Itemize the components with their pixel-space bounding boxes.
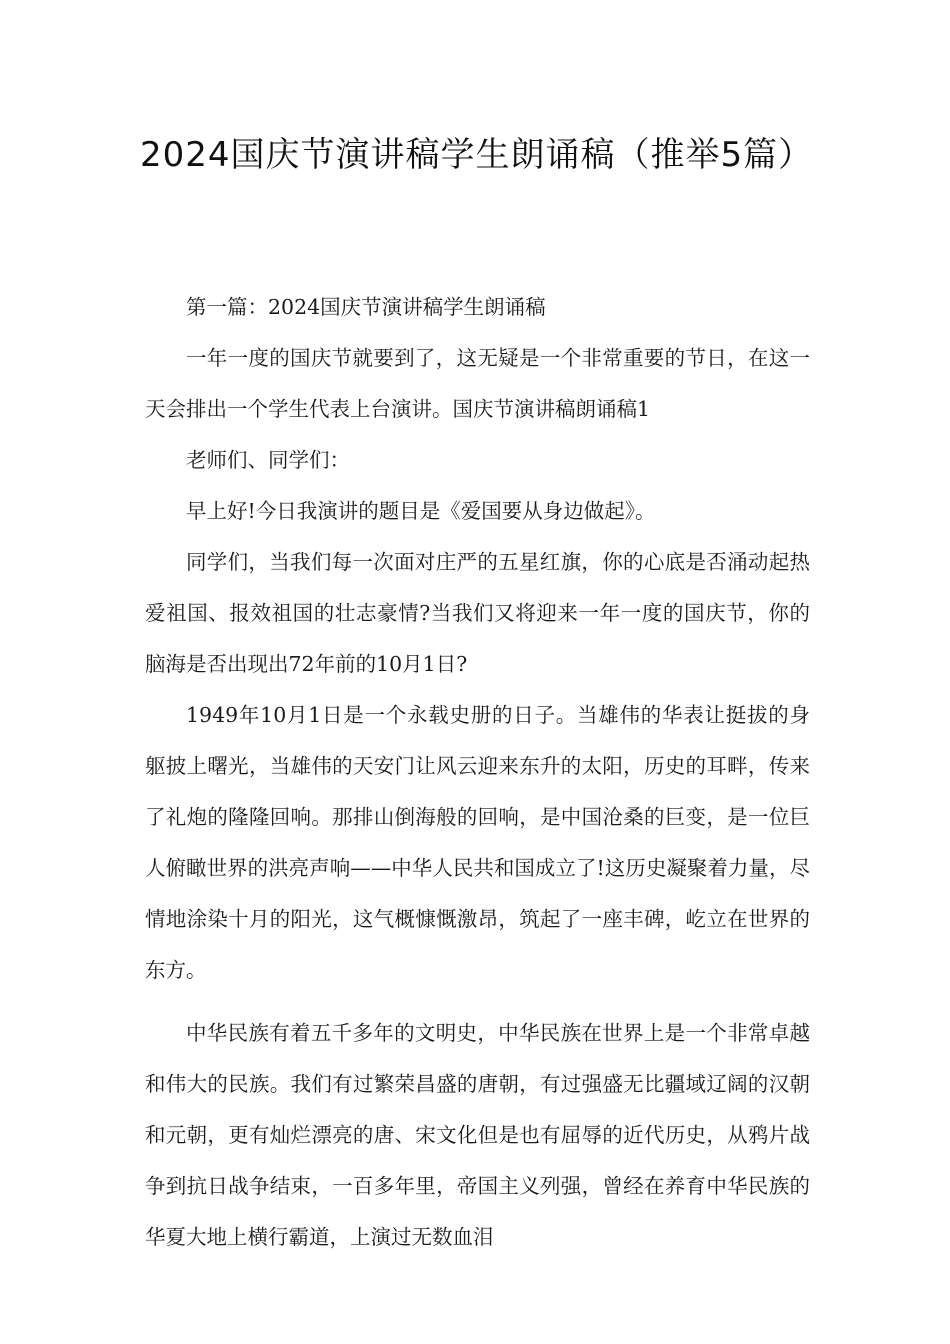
document-body <box>145 282 810 1263</box>
document-title: 2024国庆节演讲稿学生朗诵稿（推举5篇） <box>140 135 814 175</box>
section-heading: 第一篇：2024国庆节演讲稿学生朗诵稿 <box>186 295 546 319</box>
paragraph: 1949年10月1日是一个永载史册的日子。当雄伟的华表让挺拔的身躯披上曙光，当雄伟的天安门让风云迎来东升的太阳，历史的耳畔，传来了礼炮的隆隆回响。那排山倒海般的回响，是中国沧桑的巨变，是一位巨人俯瞰世界的洪亮声响——中华人民共和国成立了!这历史凝聚着力量，尽情地涂染十月的阳光，这气概慷慨激昂，筑起了一座丰碑，屹立在世界的东方。 <box>145 703 810 982</box>
paragraph: 一年一度的国庆节就要到了，这无疑是一个非常重要的节日，在这一天会排出一个学生代表上台演讲。国庆节演讲稿朗诵稿1 <box>145 346 810 421</box>
paragraph: 早上好!今日我演讲的题目是《爱国要从身边做起》。 <box>186 499 656 523</box>
paragraph: 同学们，当我们每一次面对庄严的五星红旗，你的心底是否涌动起热爱祖国、报效祖国的壮志豪情?当我们又将迎来一年一度的国庆节，你的脑海是否出现出72年前的10月1日? <box>145 550 810 676</box>
paragraph: 中华民族有着五千多年的文明史，中华民族在世界上是一个非常卓越和伟大的民族。我们有过繁荣昌盛的唐朝，有过强盛无比疆域辽阔的汉朝和元朝，更有灿烂漂亮的唐、宋文化但是也有屈辱的近代历史，从鸦片战争到抗日战争结束，一百多年里，帝国主义列强，曾经在养育中华民族的华夏大地上横行霸道，上演过无数血泪 <box>145 1021 810 1249</box>
salutation: 老师们、同学们： <box>186 448 350 472</box>
